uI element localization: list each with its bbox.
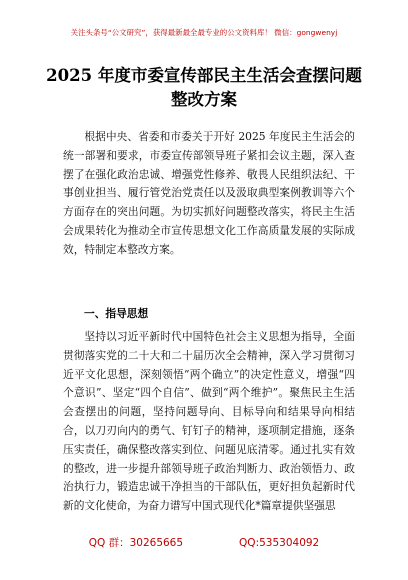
footer-qq-group: QQ 群：30265665 [88,537,184,549]
footer-qq-number: QQ:535304092 [239,537,320,549]
document-title: 2025 年度市委宣传部民主生活会查摆问题整改方案 [46,66,362,109]
footer-contact [0,535,408,550]
section-heading-guiding-ideology: 一、指导思想 [84,307,149,320]
header-promo-note: 关注头条号“公文研究”，获得最新最全最专业的公文资料库！ 微信：gongwenyj [70,28,338,37]
intro-paragraph: 根据中央、省委和市委关于开好 2025 年度民主生活会的统一部署和要求，市委宣传部领导班子紧扣会议主题，深入查摆了在强化政治忠诚、增强党性修养、敬畏人民组织法纪、干事创业担当、履行管党治党责任以及汲取典型案例教训等六个方面存在的突出问题。为切实抓好问题整改落实，将民主生活会成果转化为推动全市宣传思想文化工作高质量发展的实际成效，特制定本整改方案。 [63,130,355,256]
guiding-ideology-paragraph: 坚持以习近平新时代中国特色社会主义思想为指导，全面贯彻落实党的二十大和二十届历次全会精神，深入学习贯彻习近平文化思想，深刻领悟“两个确立”的决定性意义，增强“四个意识”、坚定“四个自信”、做到“两个维护”。聚焦民主生活会查摆出的问题，坚持问题导向、目标导向和结果导向相结合，以刀刃向内的勇气、钉钉子的精神，逐项制定措施，逐条压实责任，确保整改落实到位、问题见底清零。通过扎实有效的整改，进一步提升部领导班子政治判断力、政治领悟力、政治执行力，锻造忠诚干净担当的干部队伍，更好担负起新时代新的文化使命，为奋力谱写中国式现代化*篇章提供坚强思 [63,330,355,513]
